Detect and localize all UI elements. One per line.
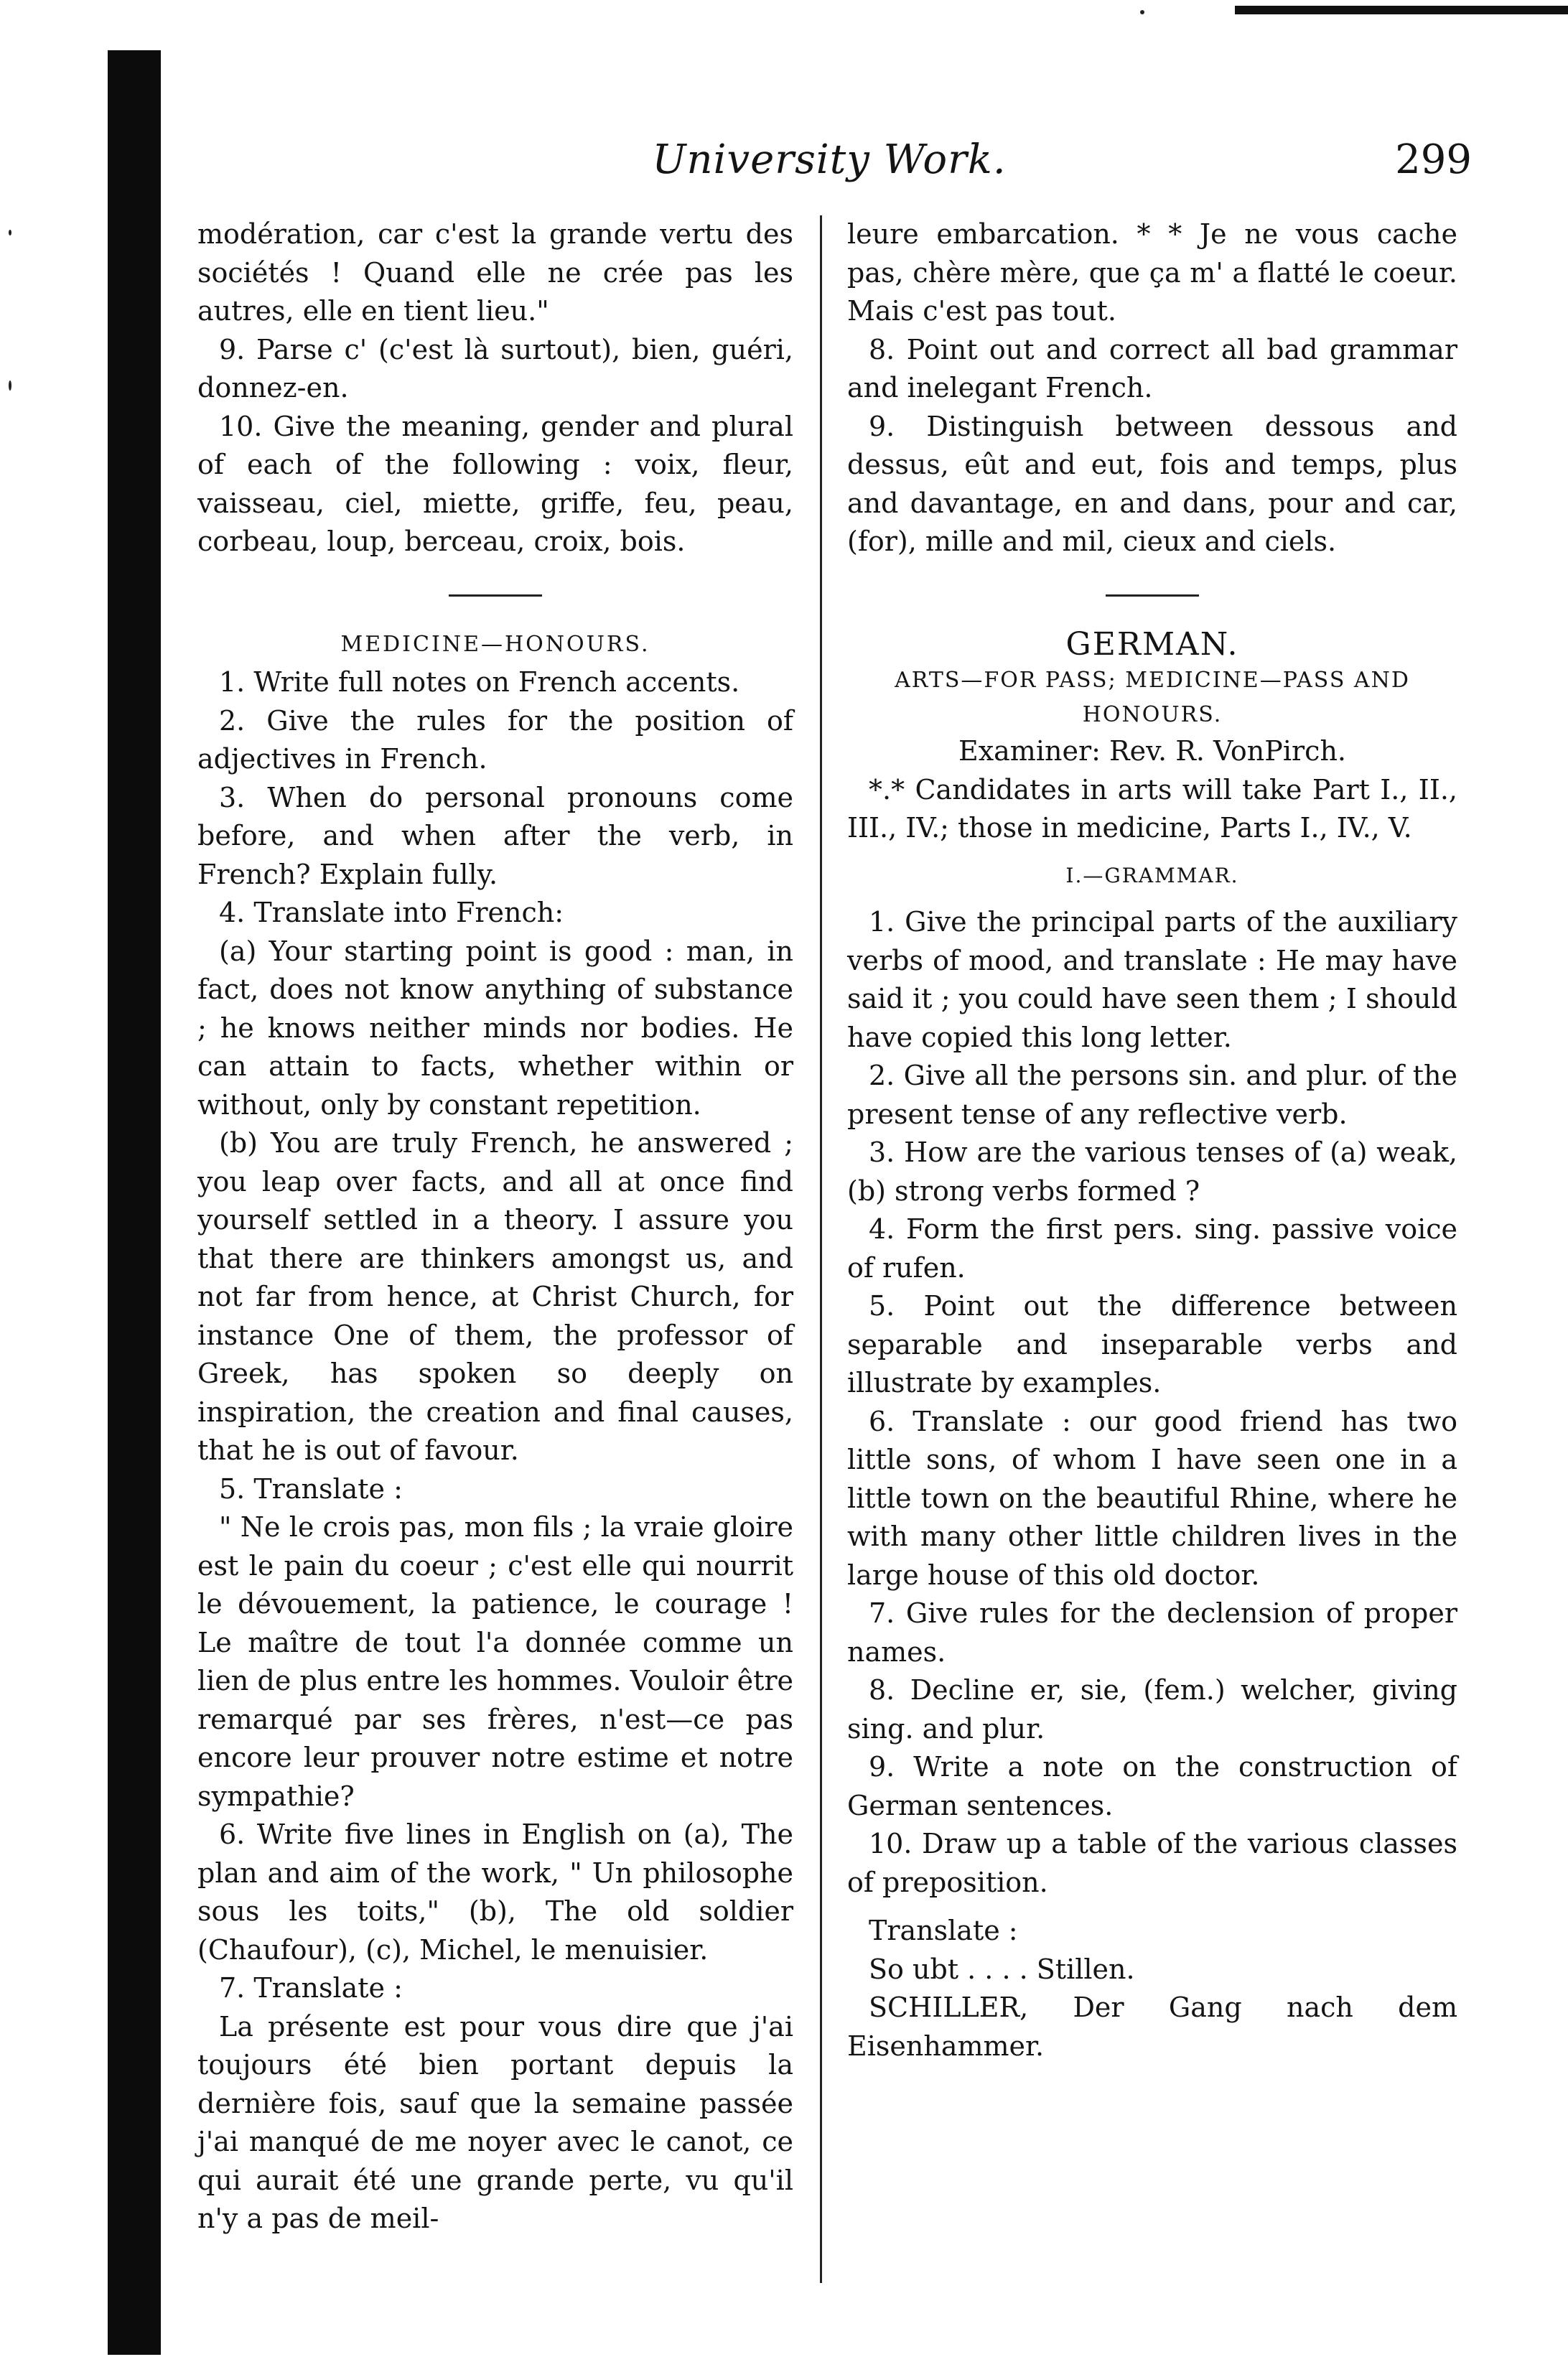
part-title: I.—GRAMMAR. (1065, 863, 1239, 887)
question-item: 9. Write a note on the construction of German sentences. (847, 1751, 1457, 1821)
question-item: 6. Translate : our good friend has two little sons, of whom I have seen one in a little town on the beautiful Rhine, where he with many other little children lives in the large house of this old doctor. (847, 1405, 1457, 1591)
question-item: 10. Draw up a table of the various classes of preposition. (847, 1828, 1457, 1898)
page-header (187, 136, 1472, 194)
section-rule (449, 594, 542, 597)
quote-attribution: SCHILLER, Der Gang nach dem Eisenhammer. (847, 1992, 1457, 2062)
question-item: 8. Decline er, sie, (fem.) welcher, giving sing. and plur. (847, 1674, 1457, 1745)
section-rule (1106, 594, 1199, 597)
right-column (847, 215, 1457, 2065)
paragraph: leure embarcation. * * Je ne vous cache pas, chère mère, que ça m' a flatté le coeur. Mais c'est pas tout. (847, 218, 1457, 327)
section-subtitle: ARTS—FOR PASS; MEDICINE—PASS AND HONOURS. (895, 668, 1410, 727)
scan-top-rule (1235, 6, 1568, 14)
scan-speck (1140, 10, 1144, 14)
question-item: 1. Give the principal parts of the auxiliary verbs of mood, and translate : He may have said it ; you could have seen them ; I should have copied this long letter. (847, 906, 1457, 1053)
question-item: 8. Point out and correct all bad grammar and inelegant French. (847, 333, 1457, 403)
section-title: MEDICINE—HONOURS. (340, 631, 650, 657)
scan-speck (9, 230, 11, 235)
candidates-note: *.* Candidates in arts will take Part I., II., III., IV.; those in medicine, Parts I., IV., V. (847, 773, 1457, 844)
question-item: 9. Distinguish between dessous and dessus, eût and eut, fois and temps, plus and davantage, en and dans, pour and car, (for), mille and mil, cieux and ciels. (847, 410, 1457, 557)
question-item: 2. Give all the persons sin. and plur. of the present tense of any reflective verb. (847, 1060, 1457, 1130)
question-item: 3. When do personal pronouns come before, and when after the verb, in French? Explain fully. (197, 781, 793, 890)
question-item: 7. Give rules for the declension of proper names. (847, 1597, 1457, 1668)
page-number: 299 (1395, 136, 1472, 183)
scan-edge-shadow (108, 50, 161, 2355)
running-title: University Work. (652, 136, 1007, 183)
spacer (847, 1902, 1457, 1912)
quote-line: So ubt . . . . Stillen. (869, 1953, 1135, 1985)
question-item: 6. Write five lines in English on (a), The plan and aim of the work, " Un philosophe sous les toits," (b), The old soldier (Chaufour), (c), Michel, le menuisier. (197, 1819, 793, 1966)
section-title: GERMAN. (1065, 625, 1239, 663)
question-item: 9. Parse c' (c'est là surtout), bien, guéri, donnez-en. (197, 333, 793, 403)
question-item: 5. Translate : (219, 1472, 403, 1505)
question-item: 1. Write full notes on French accents. (219, 666, 740, 698)
question-item: 3. How are the various tenses of (a) weak, (b) strong verbs formed ? (847, 1136, 1457, 1207)
question-item: 2. Give the rules for the position of adjectives in French. (197, 704, 793, 775)
examiner-line: Examiner: Rev. R. VonPirch. (958, 735, 1347, 767)
translate-label: Translate : (869, 1915, 1018, 1946)
quoted-passage: La présente est pour vous dire que j'ai toujours été bien portant depuis la dernière fois, sauf que la semaine passée j'ai manqué de me noyer avec le canot, ce qui aurait été une grande perte, vu qu'il n'y a pas de meil- (197, 2010, 793, 2234)
left-column (197, 215, 793, 2238)
question-item: 5. Point out the difference between separable and inseparable verbs and illustrate by examples. (847, 1290, 1457, 1399)
question-subitem: (b) You are truly French, he answered ; you leap over facts, and all at once find yourself settled in a theory. I assure you that there are thinkers amongst us, and not far from hence, at Christ Church, for instance One of them, the professor of Greek, has spoken so deeply on inspiration, the creation and final causes, that he is out of favour. (197, 1127, 793, 1466)
question-subitem: (a) Your starting point is good : man, in fact, does not know anything of substance ; he knows neither minds nor bodies. He can attain to facts, whether within or without, only by constant repetition. (197, 935, 793, 1121)
paragraph: modération, car c'est la grande vertu des sociétés ! Quand elle ne crée pas les autres, elle en tient lieu." (197, 218, 793, 327)
question-item: 7. Translate : (219, 1972, 403, 2004)
scan-speck (9, 381, 11, 391)
question-item: 4. Translate into French: (219, 897, 564, 928)
question-item: 4. Form the first pers. sing. passive voice of rufen. (847, 1213, 1457, 1284)
quoted-passage: " Ne le crois pas, mon fils ; la vraie gloire est le pain du coeur ; c'est elle qui nourrit le dévouement, la patience, le courage ! Le maître de tout l'a donnée comme un lien de plus entre les hommes. Vouloir être remarqué par ses frères, n'est—ce pas encore leur prouver notre estime et notre sympathie? (197, 1511, 793, 1812)
question-item: 10. Give the meaning, gender and plural of each of the following : voix, fleur, vaisseau, ciel, miette, griffe, feu, peau, corbeau, loup, berceau, croix, bois. (197, 410, 793, 557)
column-divider (820, 215, 822, 2283)
